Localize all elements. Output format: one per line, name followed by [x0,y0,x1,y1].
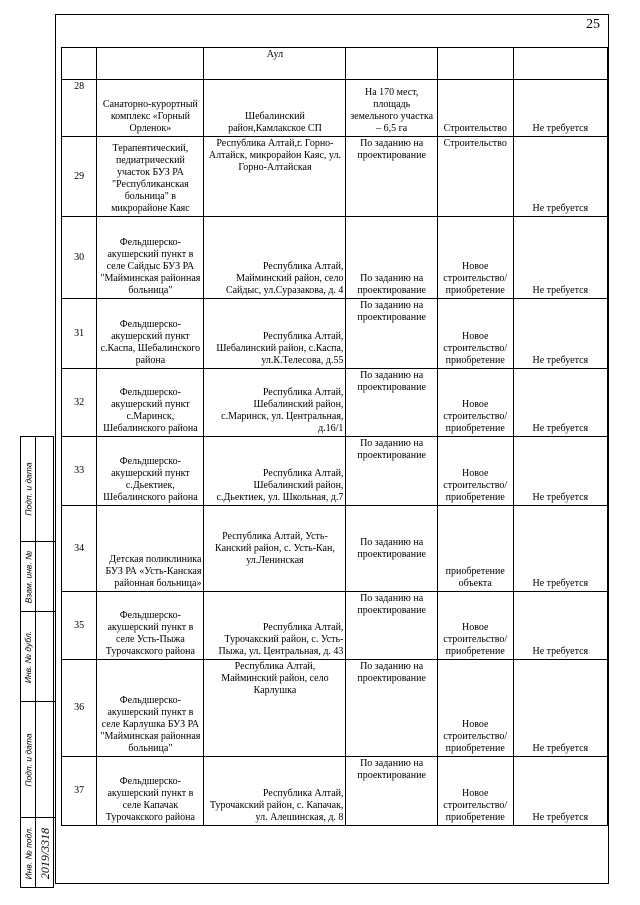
cell-capacity: На 170 мест, площадь земельного участка – 6,5 га [346,80,437,137]
page-frame [55,14,609,884]
cell-num [62,48,97,80]
cell-capacity: По заданию на проектирование [346,299,437,369]
cell-location: Республика Алтай, Усть-Канский район, с. Усть-Кан, ул.Ленинская [204,506,346,592]
table-row [62,80,608,137]
cell-location: Республика Алтай,г. Горно-Алтайск, микрорайон Каяс, ул. Горно-Алтайская [204,137,346,217]
cell-capacity: По заданию на проектирование [346,506,437,592]
cell-type: Новое строительство/приобретение [437,299,513,369]
table-row [62,757,608,826]
cell-object: Терапевтический, педиатрический участок БУЗ РА "Республиканская больница" в микрорайоне Каяс [97,137,204,217]
cell-type [437,48,513,80]
cell-location: Шебалинский район,Камлакское СП [204,80,346,137]
stamp-value-inv-no-orig: 2019/3318 [38,827,52,879]
cell-note: Не требуется [513,369,607,437]
stamp-cell-inv-no-dubl [21,611,55,701]
cell-type: Строительство [437,80,513,137]
cell-location: Республика Алтай, Турочакский район, с. Усть-Пыжа, ул. Центральная, д. 43 [204,592,346,660]
stamp-cell-inv-dubl [21,541,55,611]
table-row [62,217,608,299]
cell-location: Республика Алтай, Майминский район, село Карлушка [204,660,346,757]
cell-location: Республика Алтай, Шебалинский район, с.Маринск, ул. Центральная, д.16/1 [204,369,346,437]
cell-object: Фельдшерско-акушерский пункт в селе Усть-Пыжа Турочакского района [97,592,204,660]
cell-type: Новое строительство/приобретение [437,592,513,660]
cell-note: Не требуется [513,137,607,217]
cell-num: 33 [62,437,97,506]
cell-object: Фельдшерско-акушерский пункт с.Дьектиек, Шебалинского района [97,437,204,506]
cell-object: Фельдшерско-акушерский пункт с.Каспа, Шебалинского района [97,299,204,369]
cell-note: Не требуется [513,437,607,506]
table-row [62,299,608,369]
cell-capacity: По заданию на проектирование [346,757,437,826]
cell-num: 30 [62,217,97,299]
cell-type: Новое строительство/приобретение [437,660,513,757]
cell-object: Фельдшерско-акушерский пункт в селе Сайдыс БУЗ РА "Майминская районная больница" [97,217,204,299]
cell-location: Республика Алтай, Шебалинский район, с.Каспа, ул.К.Телесова, д.55 [204,299,346,369]
cell-note: Не требуется [513,592,607,660]
cell-num: 35 [62,592,97,660]
cell-note: Не требуется [513,506,607,592]
cell-num: 34 [62,506,97,592]
cell-object: Детская поликлиника БУЗ РА «Усть-Канская районная больница» [97,506,204,592]
cell-num: 36 [62,660,97,757]
cell-capacity [346,48,437,80]
table-row [62,506,608,592]
table-row [62,437,608,506]
stamp-label-inv-no-orig: Инв. № подл. [23,826,34,880]
table-row [62,48,608,80]
cell-capacity: По заданию на проектирование [346,660,437,757]
stamp-cell-inv-no-orig [21,817,55,887]
cell-location: Республика Алтай, Шебалинский район, с.Дьектиек, ул. Школьная, д.7 [204,437,346,506]
page-number: 25 [586,17,600,32]
cell-num: 31 [62,299,97,369]
cell-num: 28 [62,80,97,137]
table-row [62,592,608,660]
objects-table [61,47,608,826]
cell-location: Республика Алтай, Майминский район, село Сайдыс, ул.Суразакова, д. 4 [204,217,346,299]
cell-type: приобретение объекта [437,506,513,592]
cell-note: Не требуется [513,217,607,299]
stamp-label-sign-date-2: Подп. и дата [23,733,34,787]
cell-note [513,48,607,80]
cell-capacity: По заданию на проектирование [346,217,437,299]
stamp-cell-sign-date-2 [21,701,55,817]
cell-note: Не требуется [513,299,607,369]
cell-type: Строительство [437,137,513,217]
cell-note: Не требуется [513,660,607,757]
cell-capacity: По заданию на проектирование [346,369,437,437]
table-row [62,137,608,217]
cell-note: Не требуется [513,80,607,137]
cell-type: Новое строительство/приобретение [437,369,513,437]
cell-object [97,48,204,80]
cell-num: 37 [62,757,97,826]
cell-capacity: По заданию на проектирование [346,592,437,660]
cell-object: Фельдшерско-акушерский пункт в селе Капачак Турочакского района [97,757,204,826]
cell-type: Новое строительство/приобретение [437,757,513,826]
cell-object: Санаторно-курортный комплекс «Горный Орленок» [97,80,204,137]
side-stamp [20,436,54,888]
cell-num: 29 [62,137,97,217]
cell-type: Новое строительство/приобретение [437,217,513,299]
cell-capacity: По заданию на проектирование [346,137,437,217]
cell-type: Новое строительство/приобретение [437,437,513,506]
stamp-label-sign-date-1: Подп. и дата [23,462,34,516]
table-row [62,369,608,437]
cell-object: Фельдшерско-акушерский пункт с.Маринск, Шебалинского района [97,369,204,437]
stamp-label-inv-dubl: Взам. инв. № [23,550,34,604]
cell-note: Не требуется [513,757,607,826]
cell-object: Фельдшерско-акушерский пункт в селе Карлушка БУЗ РА "Майминская районная больница" [97,660,204,757]
stamp-label-inv-no-dubl: Инв. № дубл. [23,630,34,684]
cell-location: Республика Алтай, Турочакский район, с. Капачак, ул. Алешинская, д. 8 [204,757,346,826]
cell-num: 32 [62,369,97,437]
table-row [62,660,608,757]
cell-capacity: По заданию на проектирование [346,437,437,506]
stamp-cell-sign-date-1 [21,437,55,541]
cell-location: Аул [204,48,346,80]
